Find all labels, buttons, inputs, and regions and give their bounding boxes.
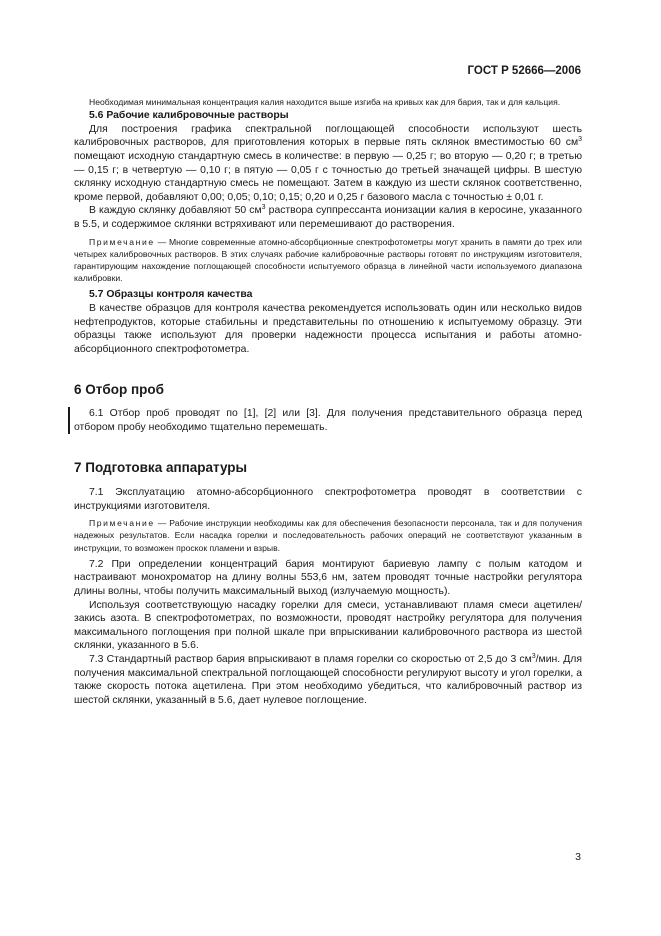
section-5-7-paragraph: В качестве образцов для контроля качества рекомендуется использовать один или несколько видов нефтепродуктов, которые стабильны и представительны по отношению к испытуемому образцу. Эти образцы также используют для проверки надежности процесса испытания и работы атомно-абсорбционного спектрофотометра. [74,302,582,355]
text-block-top [74,96,582,356]
section-7-2-paragraph-1: 7.2 При определении концентраций бария монтируют бариевую лампу с полым катодом и настраивают монохроматор на длину волны 553,6 нм, затем проводят точные настройки регулятора длины волны, чтобы получить максимальный выход (излучаемую мощность). [74,558,582,597]
section-7-1-paragraph: 7.1 Эксплуатацию атомно-абсорбционного спектрофотометра проводят в соответствии с инструкциями изготовителя. [74,487,582,512]
section-7-block [74,486,582,707]
section-7-heading: 7 Подготовка аппаратуры [74,460,248,475]
section-5-6-paragraph-2: В каждую склянку добавляют 50 $см^3$ раствора суппрессанта ионизации калия в керосине, указанного в 5.5, и содержимое склянки встряхивают или перемешивают до растворения. [74,204,582,230]
section-6-heading: 6 Отбор проб [74,382,164,397]
section-5-7-heading: 5.7 Образцы контроля качества [89,289,253,301]
section-7-note: Примечание — Рабочие инструкции необходимы как для обеспечения безопасности персонала, так и для получения надежных результатов. Если насадка горелки и последовательность рабочих операций не соответствуют указанным в инструкции, то возможен проскок пламени и взрыв. [74,518,582,553]
section-5-6-paragraph-1: Для построения графика спектральной поглощающей способности используют шесть калибровочных растворов, для приготовления которых в первые пять склянок вместимостью 60 $см^3$ помещают исходную стандартную смесь в количестве: в первую — 0,25 г; во вторую — 0,20 г; в третью — 0,15 г; в четвертую — 0,10 г; в пятую — 0,05 г с точностью до третьей значащей цифры. В шестую склянку исходную стандартную смесь не помещают. Затем в каждую из шести склянок соответственно, кроме первой, добавляют 0,00; 0,05; 0,10; 0,15; 0,20 и 0,25 г базового масла с точностью ± 0,01 г. [74,123,582,203]
section-7-2-paragraph-2: Используя соответствующую насадку горелки для смеси, устанавливают пламя смеси ацетилен/закись азота. В спектрофотометрах, по возможности, проводят настройку регулятора для получения максимального поглощения при полной шкале при впрыскивании калибровочного раствора из шестой склянки, указанного в 5.6. [74,599,582,652]
section-5-6-note: Примечание — Многие современные атомно-абсорбционные спектрофотометры могут хранить в памяти до трех или четырех калибровочных растворов. В этих случаях рабочие калибровочные растворы готовят по инструкциям изготовителя, гарантирующим нахождение поглощающей способности испытуемого образца в линейной части используемого диапазона калибровки. [74,236,582,284]
section-7-3-paragraph: 7.3 Стандартный раствор бария впрыскивают в пламя горелки со скоростью от 2,5 до 3 $см^3$/мин. Для получения максимальной спектральной поглощающей способности регулируют высоту и угол горелки, а также скорость потока ацетилена. При этом необходимо убедиться, что калибровочный раствор из шестой склянки, указанный в 5.6, дает нулевое поглощение. [74,652,583,706]
section-6-block [74,407,582,434]
revision-bar [68,407,70,434]
section-5-6-heading: 5.6 Рабочие калибровочные растворы [89,110,289,122]
intro-paragraph: Необходимая минимальная концентрация калия находится выше изгиба на кривых как для бария, так и для кальция. [89,97,561,107]
page-number: 3 [575,851,581,863]
standard-header: ГОСТ Р 52666—2006 [467,65,581,77]
section-6-1-paragraph: 6.1 Отбор проб проводят по [1], [2] или [3]. Для получения представительного образца перед отбором пробу необходимо тщательно перемешать. [74,408,582,433]
